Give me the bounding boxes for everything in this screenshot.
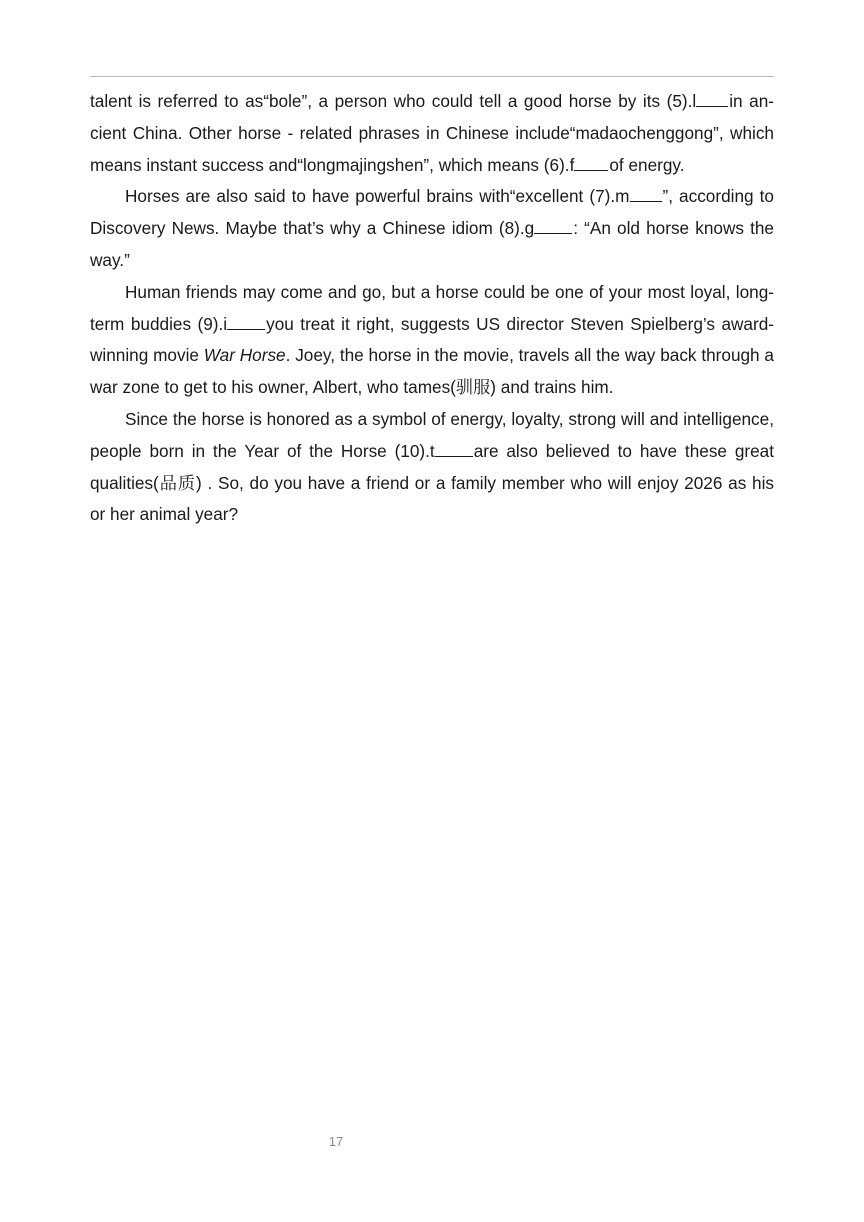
paragraph-3-text-a: Human friends may come and go, but a horse could be one of your most loyal, long-term buddies (9).i [90, 281, 774, 334]
paragraph-4-text-a: Since the horse is honored as a symbol of energy, loyalty, strong will and intelligence, people born in the Year of the Horse (10).t [90, 408, 774, 461]
paragraph-1-text-b: in ancient China. Other horse - related phrases in Chinese include“madaochenggong”, which means instant success and“longmajingshen”, which means (6).f [90, 91, 774, 175]
blank-6[interactable] [574, 152, 608, 171]
paragraph-2-text-a: Horses are also said to have powerful brains with“excellent (7).m [125, 186, 630, 207]
paragraph-3-text-b: you treat it right, suggests US director Steven Spielberg’s award-winning movie [90, 313, 774, 366]
blank-10[interactable] [435, 438, 473, 457]
blank-9[interactable] [227, 311, 265, 330]
paragraph-2 [90, 181, 774, 276]
movie-title: War Horse [203, 345, 286, 366]
document-body [90, 86, 774, 531]
paragraph-2-text-b: ”, according to Discovery News. Maybe that’s why a Chinese idiom (8).g [90, 186, 774, 239]
paragraph-1-text-a: talent is referred to as“bole”, a person who could tell a good horse by its (5).l [90, 91, 697, 111]
paragraph-4-text-b: are also believed to have these great qualities(品质) . So, do you have a friend or a family member who will enjoy 2026 as his or her animal year? [90, 440, 775, 525]
blank-5[interactable] [696, 88, 728, 107]
paragraph-3-text-c: . Joey, the horse in the movie, travels all the way back through a war zone to get to his owner, Albert, who tames(驯服) and trains him. [90, 345, 774, 398]
blank-7[interactable] [630, 183, 662, 202]
paragraph-2-text-c: : “An old horse knows the way.” [90, 218, 774, 270]
paragraph-4 [90, 404, 774, 531]
paragraph-1 [90, 86, 774, 181]
header-rule [90, 76, 774, 77]
page-number: 17 [328, 1134, 344, 1149]
paragraph-1-text-c: of energy. [609, 154, 685, 175]
paragraph-3 [90, 277, 774, 404]
blank-8[interactable] [534, 215, 572, 234]
